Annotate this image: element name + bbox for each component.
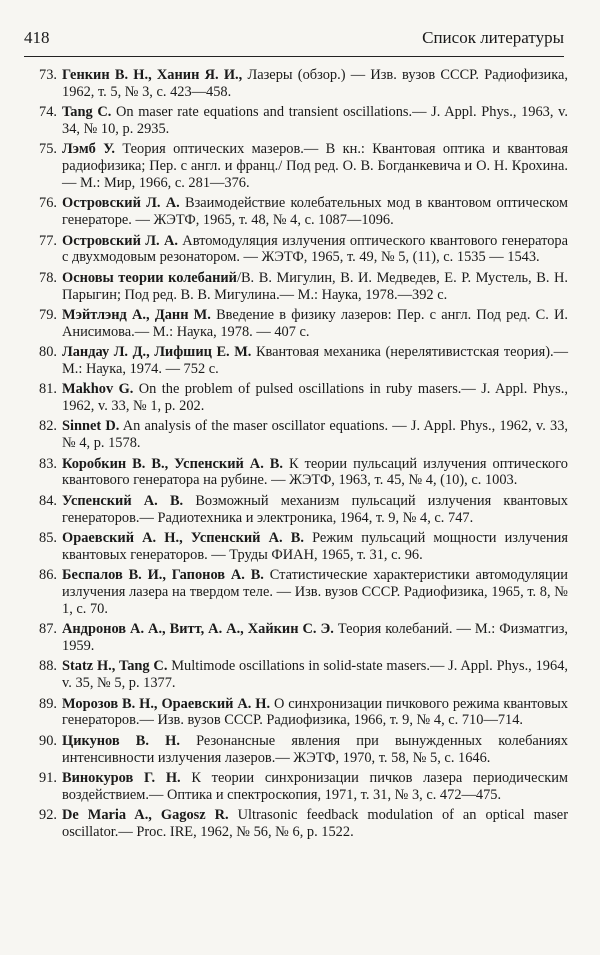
reference-authors: Sinnet D. — [62, 418, 120, 435]
reference-number: 90. — [39, 732, 57, 749]
reference-entry — [24, 807, 568, 841]
reference-number: 86. — [39, 567, 57, 584]
reference-entry — [24, 696, 568, 730]
reference-text: Введение в физику лазеров: Пер. с англ. Под ред. С. И. Анисимова.— М.: Наука, 1978. — 407 с. — [62, 306, 568, 340]
reference-number: 78. — [39, 269, 57, 286]
reference-text: Лазеры (обзор.) — Изв. вузов СССР. Радиофизика, 1962, т. 5, № 3, с. 423—458. — [62, 67, 568, 100]
reference-text: Статистические характеристики автомодуляции излучения лазера на твердом теле. — Изв. вузов СССР. Радиофизика, 1965, т. 8, № 1, с. 70. — [62, 567, 568, 617]
reference-authors: Коробкин В. В., Успенский А. В. — [62, 455, 283, 472]
reference-entry — [24, 270, 568, 304]
reference-authors: Андронов А. А., Витт, А. А., Хайкин С. Э. — [62, 621, 334, 638]
reference-authors: Statz H., Tang C. — [62, 658, 168, 675]
reference-entry — [24, 530, 568, 564]
reference-text: On the problem of pulsed oscillations in ruby masers.— J. Appl. Phys., 1962, v. 33, № 1, p. 202. — [62, 381, 568, 415]
reference-authors: Цикунов В. Н. — [62, 732, 180, 749]
reference-authors: Беспалов В. И., Гапонов А. В. — [62, 567, 264, 584]
reference-entry — [24, 381, 568, 415]
reference-entry — [24, 233, 568, 267]
reference-entry — [24, 770, 568, 804]
reference-entry — [24, 344, 568, 378]
reference-authors: Генкин В. Н., Ханин Я. И., — [62, 67, 243, 83]
reference-entry — [24, 195, 568, 229]
reference-number: 80. — [39, 344, 57, 361]
reference-entry — [24, 567, 568, 617]
reference-authors: Ораевский А. Н., Успенский А. В. — [62, 530, 304, 547]
reference-entry — [24, 418, 568, 452]
reference-authors: Успенский А. В. — [62, 492, 184, 509]
reference-number: 84. — [39, 492, 57, 509]
reference-number: 75. — [39, 141, 57, 158]
reference-number: 85. — [39, 530, 57, 547]
reference-text: An analysis of the maser oscillator equations. — J. Appl. Phys., 1962, v. 33, № 4, p. 1578. — [62, 418, 568, 452]
reference-number: 88. — [39, 658, 57, 675]
reference-number: 77. — [39, 232, 57, 249]
reference-number: 83. — [39, 455, 57, 472]
reference-number: 79. — [39, 306, 57, 323]
reference-entry — [24, 493, 568, 527]
running-header — [24, 28, 564, 48]
reference-text: Возможный механизм пульсаций излучения квантовых генераторов.— Радиотехника и электроника, 1964, т. 9, № 4, с. 747. — [62, 492, 569, 526]
reference-number: 92. — [39, 807, 57, 824]
reference-authors: Основы теории колебаний — [62, 269, 237, 286]
reference-entry — [24, 621, 568, 655]
reference-entry — [24, 456, 568, 490]
reference-authors: Tang C. — [62, 104, 112, 121]
reference-number: 91. — [39, 769, 57, 786]
reference-list — [24, 67, 568, 844]
page-number: 418 — [24, 28, 50, 47]
reference-text: О синхронизации пичкового режима квантовых генераторов.— Изв. вузов СССР. Радиофизика, 1966, т. 9, № 4, с. 710—714. — [62, 695, 569, 729]
reference-text: Квантовая механика (нерелятивистская теория).— М.: Наука, 1974. — 752 с. — [62, 344, 568, 377]
reference-text: Автомодуляция излучения оптического квантового генератора с двухмодовым резонатором. — ЖЭТФ, 1965, т. 49, № 5, (11), с. 1535 — 1543. — [62, 232, 568, 266]
reference-number: 81. — [39, 381, 57, 398]
reference-authors: De Maria A., Gagosz R. — [62, 807, 229, 824]
reference-text: К теории пульсаций излучения оптического квантового генератора на рубине. — ЖЭТФ, 1963, т. 45, № 4, (10), с. 1003. — [62, 455, 568, 489]
reference-number: 89. — [39, 695, 57, 712]
reference-text: /В. В. Мигулин, В. И. Медведев, Е. Р. Мустель, В. Н. Парыгин; Под ред. В. В. Мигулина.— М.: Наука, 1978.—392 с. — [62, 269, 569, 303]
reference-text: Режим пульсаций мощности излучения квантовых генераторов. — Труды ФИАН, 1965, т. 31, с. 96. — [62, 530, 569, 563]
reference-authors: Морозов В. Н., Ораевский А. Н. — [62, 695, 271, 712]
reference-text: К теории синхронизации пичков лазера периодическим воздействием.— Оптика и спектроскопия, 1971, т. 31, № 3, с. 472—475. — [62, 769, 568, 803]
reference-text: On maser rate equations and transient oscillations.— J. Appl. Phys., 1963, v. 34, № 10, p. 2935. — [62, 104, 568, 137]
reference-entry — [24, 141, 568, 191]
reference-authors: Мэйтлэнд А., Данн М. — [62, 306, 211, 323]
reference-text: Ultrasonic feedback modulation of an optical maser oscillator.— Proc. IRE, 1962, № 56, № 6, p. 1522. — [62, 807, 568, 840]
reference-authors: Островский Л. А. — [62, 232, 178, 249]
reference-entry — [24, 67, 568, 101]
reference-number: 73. — [39, 67, 57, 83]
reference-entry — [24, 733, 568, 767]
reference-authors: Островский Л. А. — [62, 195, 180, 212]
section-title: Список литературы — [422, 28, 564, 47]
reference-authors: Винокуров Г. Н. — [62, 769, 181, 786]
reference-entry — [24, 658, 568, 692]
reference-text: Теория оптических мазеров.— В кн.: Квантовая оптика и квантовая радиофизика; Пер. с англ. и франц./ Под ред. О. В. Богданкевича и О. Н. Крохина. — М.: Мир, 1966, с. 281—376. — [62, 141, 568, 191]
reference-number: 87. — [39, 621, 57, 638]
reference-authors: Ландау Л. Д., Лифшиц Е. М. — [62, 344, 252, 361]
reference-text: Резонансные явления при вынужденных колебаниях интенсивности излучения лазеров.— ЖЭТФ, 1970, т. 58, № 5, с. 1646. — [62, 732, 568, 766]
reference-text: Взаимодействие колебательных мод в квантовом оптическом генераторе. — ЖЭТФ, 1965, т. 48, № 4, с. 1087—1096. — [62, 195, 568, 229]
reference-number: 82. — [39, 418, 57, 435]
reference-number: 74. — [39, 104, 57, 121]
reference-entry — [24, 307, 568, 341]
reference-text: Multimode oscillations in solid-state masers.— J. Appl. Phys., 1964, v. 35, № 5, p. 1377. — [62, 658, 568, 692]
reference-authors: Makhov G. — [62, 381, 134, 398]
reference-number: 76. — [39, 195, 57, 212]
header-rule — [24, 56, 564, 57]
reference-entry — [24, 104, 568, 138]
reference-authors: Лэмб У. — [62, 141, 116, 158]
reference-text: Теория колебаний. — М.: Физматгиз, 1959. — [62, 621, 568, 655]
